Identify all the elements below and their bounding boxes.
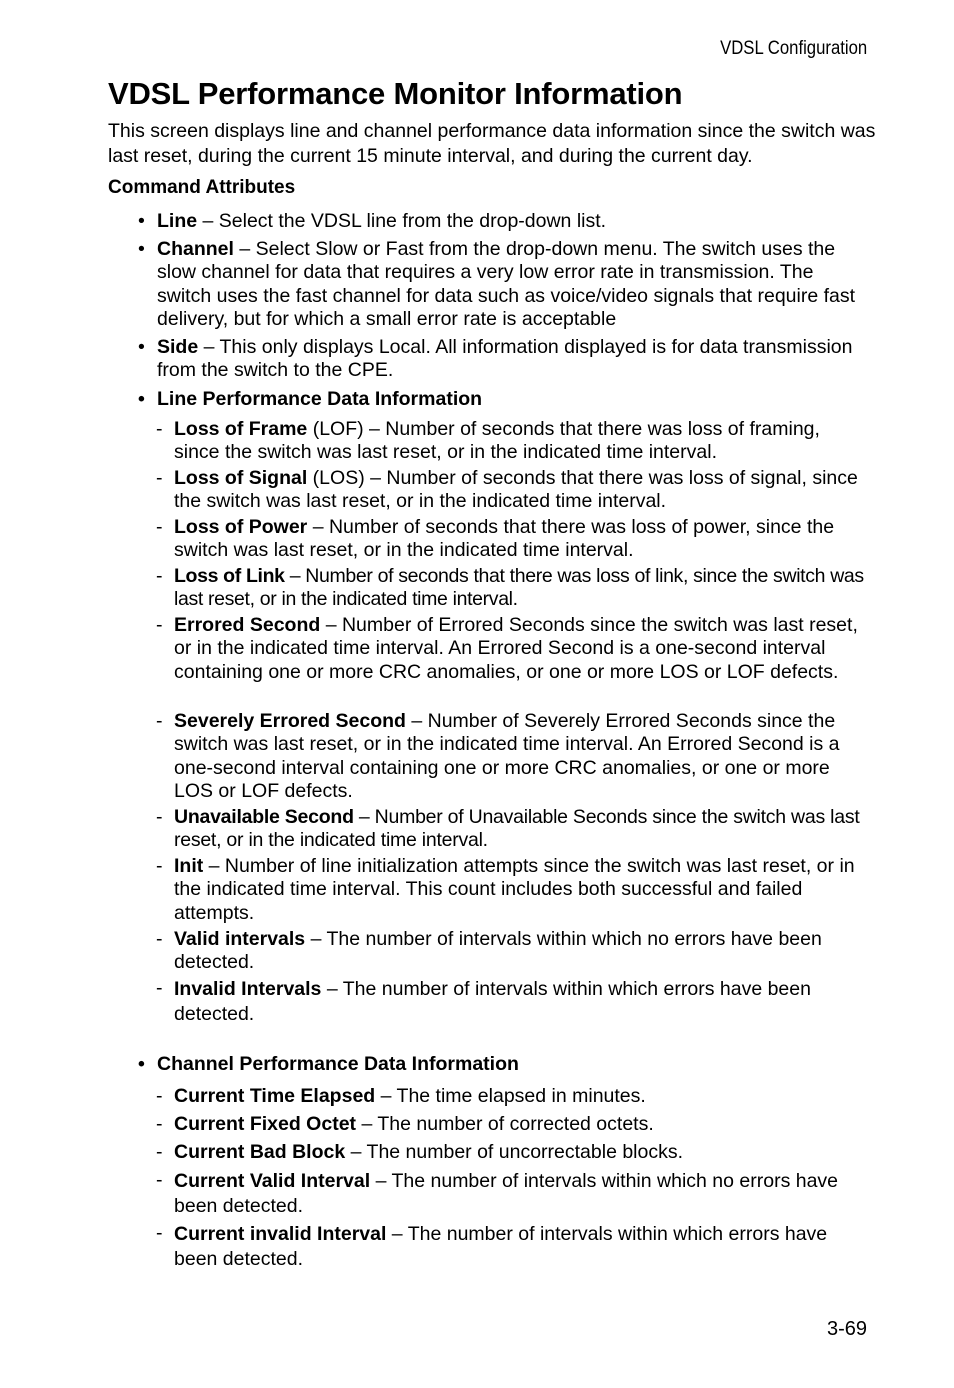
attribute-item-channel — [157, 238, 869, 331]
item-term: Severely Errored Second — [174, 710, 406, 732]
item-desc: – The number of intervals within which no errors have been detected. — [174, 928, 822, 974]
command-attributes-heading: Command Attributes — [108, 177, 296, 198]
attribute-item-line — [157, 210, 869, 233]
attribute-desc: – This only displays Local. All information displayed is for data transmission from the switch to the CPE. — [157, 336, 853, 382]
item-desc: – The number of intervals within which errors have been detected. — [174, 978, 811, 1025]
dash-marker: - — [156, 710, 163, 732]
dash-marker: - — [156, 977, 163, 999]
dash-marker: - — [156, 565, 163, 587]
item-term: Loss of Frame — [174, 418, 308, 440]
item-term: Loss of Power — [174, 516, 308, 538]
dash-marker: - — [156, 1113, 163, 1135]
item-term: Valid intervals — [174, 928, 306, 950]
channel-item-current-fixed-octet — [174, 1113, 869, 1136]
line-item-loss-of-frame — [174, 418, 869, 465]
item-desc: (LOF) – Number of seconds that there was loss of framing, since the switch was last reset, or in the indicated time interval. — [174, 418, 820, 464]
dash-marker: - — [156, 806, 163, 828]
line-item-severely-errored-second — [174, 710, 869, 803]
attribute-item-side — [157, 336, 869, 383]
item-desc: – Number of seconds that there was loss of power, since the switch was last reset, or in the indicated time interval. — [174, 516, 835, 562]
bullet-marker: • — [138, 210, 145, 232]
channel-item-current-time-elapsed — [174, 1085, 869, 1108]
channel-item-current-bad-block — [174, 1141, 869, 1164]
line-item-loss-of-power — [174, 516, 869, 563]
item-desc: – The number of intervals within which no errors have been detected. — [174, 1170, 839, 1217]
dash-marker: - — [156, 614, 163, 636]
attribute-term: Line — [157, 210, 198, 232]
line-item-errored-second — [174, 614, 869, 684]
item-term: Loss of Signal — [174, 467, 308, 489]
dash-marker: - — [156, 1141, 163, 1163]
item-term: Invalid Intervals — [174, 978, 322, 1000]
item-desc: – The time elapsed in minutes. — [375, 1085, 646, 1107]
item-term: Errored Second — [174, 614, 321, 636]
item-desc: (LOS) – Number of seconds that there was loss of signal, since the switch was last reset, or in the indicated time interval. — [174, 467, 858, 513]
attribute-term: Side — [157, 336, 199, 358]
line-item-loss-of-link — [174, 565, 869, 612]
line-item-init — [174, 855, 869, 925]
dash-marker: - — [156, 1085, 163, 1107]
dash-marker: - — [156, 1222, 163, 1244]
page-title: VDSL Performance Monitor Information — [108, 76, 683, 111]
section-title: Line Performance Data Information — [157, 388, 483, 410]
item-term: Current invalid Interval — [174, 1223, 387, 1245]
section-title: Channel Performance Data Information — [157, 1053, 519, 1075]
attribute-term: Channel — [157, 238, 234, 260]
dash-marker: - — [156, 855, 163, 877]
running-header: VDSL Configuration — [719, 38, 867, 59]
dash-marker: - — [156, 1169, 163, 1191]
channel-performance-heading — [138, 1053, 519, 1076]
item-term: Current Time Elapsed — [174, 1085, 376, 1107]
bullet-marker: • — [138, 336, 145, 358]
item-term: Current Valid Interval — [174, 1170, 371, 1192]
bullet-marker: • — [138, 1053, 145, 1075]
item-desc: – Number of Errored Seconds since the switch was last reset, or in the indicated time interval. An Errored Second is a one-second interval containing one or more CRC anomalies, or one or more LOS or LOF defects. — [174, 614, 858, 683]
line-performance-heading — [138, 388, 482, 411]
bullet-marker: • — [138, 388, 145, 410]
dash-marker: - — [156, 516, 163, 538]
line-item-valid-intervals — [174, 928, 869, 975]
item-desc: – Number of line initialization attempts since the switch was last reset, or in the indicated time interval. This count includes both successful and failed attempts. — [174, 855, 855, 924]
line-item-unavailable-second — [174, 806, 869, 853]
item-term: Init — [174, 855, 204, 877]
line-item-invalid-intervals — [174, 977, 869, 1026]
item-desc: – The number of intervals within which errors have been detected. — [174, 1223, 828, 1270]
dash-marker: - — [156, 418, 163, 440]
item-term: Current Fixed Octet — [174, 1113, 357, 1135]
item-desc: – The number of corrected octets. — [356, 1113, 654, 1135]
channel-item-current-invalid-interval — [174, 1222, 869, 1271]
page-number: 3-69 — [826, 1318, 867, 1340]
item-term: Current Bad Block — [174, 1141, 346, 1163]
item-desc: – The number of uncorrectable blocks. — [345, 1141, 684, 1163]
attribute-desc: – Select Slow or Fast from the drop-down menu. The switch uses the slow channel for data that requires a very low error rate in transmission. The switch uses the fast channel for data such as voice/video signals that require fast delivery, but for which a small error rate is acceptable — [157, 238, 856, 330]
item-desc: – Number of Unavailable Seconds since the switch was last reset, or in the indicated time interval. — [174, 806, 860, 852]
item-desc: – Number of Severely Errored Seconds since the switch was last reset, or in the indicated time interval. An Errored Second is a one-second interval containing one or more CRC anomalies, or one or more LOS or LOF defects. — [174, 710, 840, 802]
intro-paragraph: This screen displays line and channel performance data information since the switch was last reset, during the current 15 minute interval, and during the current day. — [108, 120, 876, 167]
dash-marker: - — [156, 928, 163, 950]
channel-item-current-valid-interval — [174, 1169, 869, 1218]
bullet-marker: • — [138, 238, 145, 260]
item-term: Unavailable Second — [174, 806, 354, 828]
item-desc: – Number of seconds that there was loss of link, since the switch was last reset, or in the indicated time interval. — [174, 565, 864, 611]
item-term: Loss of Link — [174, 565, 285, 587]
line-item-loss-of-signal — [174, 467, 869, 514]
attribute-desc: – Select the VDSL line from the drop-down list. — [197, 210, 607, 232]
dash-marker: - — [156, 467, 163, 489]
